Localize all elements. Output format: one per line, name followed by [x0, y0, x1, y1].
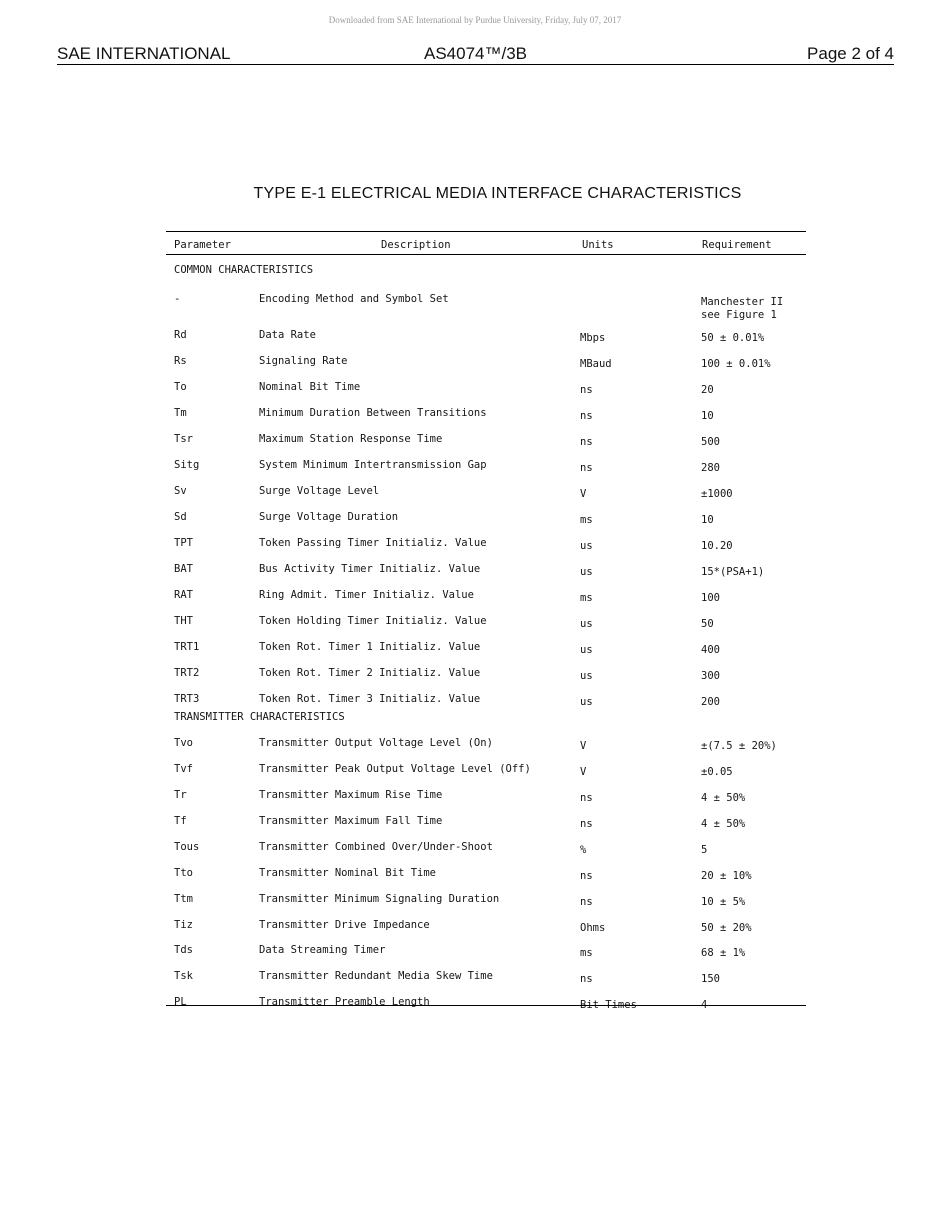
param-cell: Rs	[174, 355, 187, 367]
param-cell: Tto	[174, 867, 193, 879]
table-top-rule	[166, 231, 806, 232]
description-cell: Token Rot. Timer 3 Initializ. Value	[259, 693, 481, 705]
param-cell: Tous	[174, 841, 200, 853]
requirement-cell: 4 ± 50%	[701, 792, 746, 804]
units-cell: ns	[580, 410, 593, 422]
description-cell: Transmitter Output Voltage Level (On)	[259, 737, 493, 749]
units-cell: MBaud	[580, 358, 612, 370]
requirement-cell: ±0.05	[701, 766, 733, 778]
requirement-cell: ±(7.5 ± 20%)	[701, 740, 777, 752]
requirement-cell: 150	[701, 973, 720, 985]
requirement-cell: 20 ± 10%	[701, 870, 752, 882]
param-cell: To	[174, 381, 187, 393]
table-row	[166, 737, 806, 759]
page-header	[57, 44, 894, 65]
units-cell: us	[580, 540, 593, 552]
page-title: TYPE E-1 ELECTRICAL MEDIA INTERFACE CHARACTERISTICS	[253, 185, 742, 202]
units-cell: %	[580, 844, 587, 856]
units-cell: us	[580, 670, 593, 682]
units-cell: us	[580, 644, 593, 656]
section-heading: COMMON CHARACTERISTICS	[174, 264, 314, 276]
description-cell: Bus Activity Timer Initializ. Value	[259, 563, 481, 575]
requirement-cell: 4	[701, 999, 708, 1011]
units-cell: Ohms	[580, 922, 606, 934]
param-cell: -	[174, 293, 181, 305]
requirement-cell: 100 ± 0.01%	[701, 358, 771, 370]
units-cell: ns	[580, 870, 593, 882]
table-row	[166, 867, 806, 889]
param-cell: Sd	[174, 511, 187, 523]
units-cell: ms	[580, 514, 593, 526]
param-cell: TPT	[174, 537, 193, 549]
table-row	[166, 355, 806, 377]
table-row	[166, 293, 806, 321]
param-cell: Tsk	[174, 970, 193, 982]
table-row	[166, 433, 806, 455]
description-cell: Transmitter Peak Output Voltage Level (Off)	[259, 763, 531, 775]
table-row	[166, 511, 806, 533]
requirement-cell: ±1000	[701, 488, 733, 500]
description-cell: Transmitter Maximum Rise Time	[259, 789, 443, 801]
description-cell: Surge Voltage Level	[259, 485, 380, 497]
requirement-cell: 10	[701, 410, 714, 422]
table-row	[166, 381, 806, 403]
param-cell: Tsr	[174, 433, 193, 445]
units-cell: V	[580, 766, 587, 778]
table-row	[166, 615, 806, 637]
param-cell: Rd	[174, 329, 187, 341]
requirement-cell: 400	[701, 644, 720, 656]
param-cell: Tiz	[174, 919, 193, 931]
requirement-cell: 200	[701, 696, 720, 708]
param-cell: Tr	[174, 789, 187, 801]
table-row	[166, 893, 806, 915]
table-row	[166, 815, 806, 837]
requirement-cell: 50	[701, 618, 714, 630]
table-row	[166, 459, 806, 481]
requirement-cell: 10.20	[701, 540, 733, 552]
units-cell: us	[580, 696, 593, 708]
units-cell: ns	[580, 384, 593, 396]
header-page-number: Page 2 of 4	[807, 44, 894, 63]
units-cell: ns	[580, 792, 593, 804]
table-row	[166, 970, 806, 992]
description-cell: Transmitter Preamble Length	[259, 996, 430, 1008]
table-row	[166, 789, 806, 811]
units-cell: ns	[580, 436, 593, 448]
table-row	[166, 996, 806, 1018]
units-cell: ns	[580, 973, 593, 985]
table-row	[166, 485, 806, 507]
column-header-units: Units	[582, 239, 614, 251]
param-cell: BAT	[174, 563, 193, 575]
table-header-rule	[166, 254, 806, 255]
requirement-cell: 10	[701, 514, 714, 526]
table-row	[166, 667, 806, 689]
description-cell: Ring Admit. Timer Initializ. Value	[259, 589, 474, 601]
requirement-cell: 500	[701, 436, 720, 448]
requirement-cell: 10 ± 5%	[701, 896, 746, 908]
description-cell: Token Rot. Timer 1 Initializ. Value	[259, 641, 481, 653]
table-row	[166, 944, 806, 966]
table-row	[166, 537, 806, 559]
requirement-cell: 280	[701, 462, 720, 474]
units-cell: Bit Times	[580, 999, 637, 1011]
requirement-cell: 15*(PSA+1)	[701, 566, 765, 578]
table-row	[166, 563, 806, 585]
units-cell: ns	[580, 896, 593, 908]
description-cell: Transmitter Redundant Media Skew Time	[259, 970, 493, 982]
param-cell: TRT1	[174, 641, 200, 653]
units-cell: V	[580, 740, 587, 752]
units-cell: ms	[580, 592, 593, 604]
description-cell: Token Passing Timer Initializ. Value	[259, 537, 487, 549]
table-row	[166, 841, 806, 863]
header-document-number: AS4074™/3B	[423, 44, 527, 63]
table-header-row	[166, 239, 806, 255]
param-cell: Tm	[174, 407, 187, 419]
param-cell: Ttm	[174, 893, 193, 905]
table-row	[166, 641, 806, 663]
units-cell: ns	[580, 818, 593, 830]
units-cell: ms	[580, 947, 593, 959]
param-cell: THT	[174, 615, 193, 627]
table-row	[166, 407, 806, 429]
param-cell: Tvo	[174, 737, 193, 749]
requirement-cell: 20	[701, 384, 714, 396]
description-cell: Transmitter Drive Impedance	[259, 919, 430, 931]
requirement-cell: 68 ± 1%	[701, 947, 746, 959]
param-cell: Sitg	[174, 459, 200, 471]
requirement-cell: 300	[701, 670, 720, 682]
table-row	[166, 763, 806, 785]
units-cell: Mbps	[580, 332, 606, 344]
units-cell: ns	[580, 462, 593, 474]
param-cell: Sv	[174, 485, 187, 497]
table-row	[166, 589, 806, 611]
description-cell: Encoding Method and Symbol Set	[259, 293, 449, 305]
table-row	[166, 919, 806, 941]
description-cell: Transmitter Nominal Bit Time	[259, 867, 437, 879]
description-cell: Minimum Duration Between Transitions	[259, 407, 487, 419]
param-cell: PL	[174, 996, 187, 1008]
units-cell: V	[580, 488, 587, 500]
description-cell: Transmitter Maximum Fall Time	[259, 815, 443, 827]
column-header-parameter: Parameter	[174, 239, 231, 251]
requirement-cell: 50 ± 0.01%	[701, 332, 765, 344]
requirement-cell: Manchester II see Figure 1	[701, 296, 784, 321]
description-cell: System Minimum Intertransmission Gap	[259, 459, 487, 471]
requirement-cell: 4 ± 50%	[701, 818, 746, 830]
header-publisher: SAE INTERNATIONAL	[57, 44, 231, 63]
section-heading: TRANSMITTER CHARACTERISTICS	[174, 711, 345, 723]
column-header-requirement: Requirement	[702, 239, 772, 251]
description-cell: Signaling Rate	[259, 355, 348, 367]
table-bottom-rule	[166, 1005, 806, 1006]
description-cell: Transmitter Minimum Signaling Duration	[259, 893, 500, 905]
download-watermark: Downloaded from SAE International by Purdue University, Friday, July 07, 2017	[328, 15, 622, 25]
description-cell: Token Holding Timer Initializ. Value	[259, 615, 487, 627]
description-cell: Surge Voltage Duration	[259, 511, 399, 523]
description-cell: Data Streaming Timer	[259, 944, 386, 956]
description-cell: Nominal Bit Time	[259, 381, 361, 393]
table-row	[166, 329, 806, 351]
description-cell: Maximum Station Response Time	[259, 433, 443, 445]
param-cell: RAT	[174, 589, 193, 601]
requirement-cell: 50 ± 20%	[701, 922, 752, 934]
description-cell: Data Rate	[259, 329, 316, 341]
param-cell: Tf	[174, 815, 187, 827]
requirement-cell: 5	[701, 844, 708, 856]
units-cell: us	[580, 566, 593, 578]
param-cell: Tvf	[174, 763, 193, 775]
param-cell: TRT3	[174, 693, 200, 705]
param-cell: Tds	[174, 944, 193, 956]
description-cell: Transmitter Combined Over/Under-Shoot	[259, 841, 493, 853]
param-cell: TRT2	[174, 667, 200, 679]
units-cell: us	[580, 618, 593, 630]
description-cell: Token Rot. Timer 2 Initializ. Value	[259, 667, 481, 679]
requirement-cell: 100	[701, 592, 720, 604]
column-header-description: Description	[381, 239, 451, 251]
